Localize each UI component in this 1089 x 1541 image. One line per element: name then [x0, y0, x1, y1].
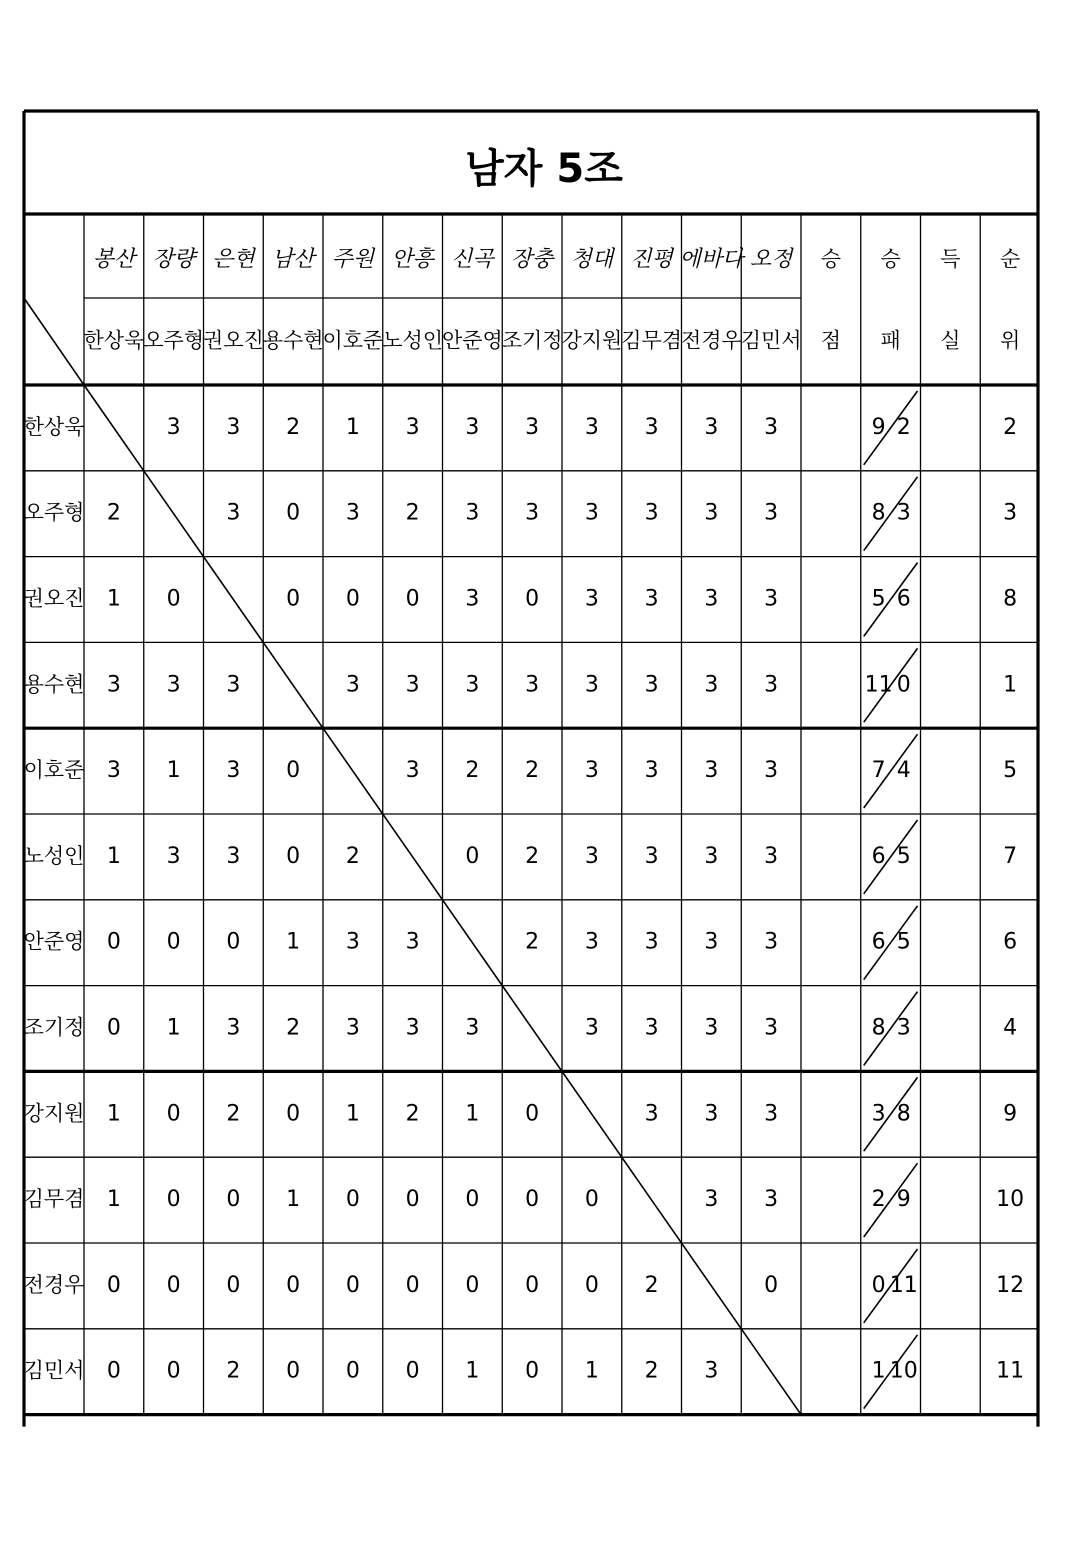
- match-score: 2: [525, 929, 540, 955]
- row-player-name: 권오진: [23, 586, 85, 611]
- match-score: 3: [465, 1015, 480, 1041]
- match-score: 3: [226, 758, 241, 784]
- match-score: 0: [345, 586, 360, 612]
- match-score: 1: [345, 414, 360, 440]
- match-score: 3: [465, 586, 480, 612]
- match-score: 2: [286, 414, 301, 440]
- club-header: 남산: [271, 247, 315, 272]
- match-score: 0: [106, 1358, 121, 1384]
- match-score: 3: [704, 758, 719, 784]
- match-score: 3: [584, 1015, 599, 1041]
- match-score: 1: [106, 843, 121, 869]
- match-score: 0: [286, 500, 301, 526]
- match-score: 0: [764, 1272, 779, 1298]
- match-score: 1: [465, 1101, 480, 1127]
- match-score: 0: [405, 586, 420, 612]
- wins-value: 1: [871, 1358, 886, 1384]
- match-score: 3: [764, 1015, 779, 1041]
- row-player-name: 이호준: [23, 758, 85, 783]
- match-score: 3: [704, 1101, 719, 1127]
- summary-header-bottom: 위: [999, 328, 1021, 353]
- club-header: 장충: [510, 247, 554, 272]
- match-score: 3: [644, 672, 659, 698]
- match-score: 3: [644, 758, 659, 784]
- match-score: 3: [584, 414, 599, 440]
- player-column-header: 조기정: [501, 328, 563, 353]
- match-score: 3: [405, 1015, 420, 1041]
- summary-header-bottom: 패: [880, 328, 901, 353]
- player-column-header: 김민서: [740, 328, 802, 353]
- summary-header-top: 승: [820, 247, 842, 271]
- player-column-header: 이호준: [322, 328, 384, 353]
- match-score: 0: [465, 1272, 480, 1298]
- match-score: 3: [764, 672, 779, 698]
- losses-value: 10: [889, 1358, 918, 1384]
- rank-value: 1: [1003, 672, 1018, 698]
- row-player-name: 김민서: [23, 1358, 85, 1383]
- summary-header-top: 득: [940, 247, 961, 271]
- match-score: 3: [704, 843, 719, 869]
- club-header: 주원: [331, 247, 375, 272]
- losses-value: 5: [896, 843, 911, 869]
- wins-value: 9: [871, 414, 886, 440]
- match-score: 3: [106, 672, 121, 698]
- match-score: 3: [584, 586, 599, 612]
- header-corner-diagonal: [24, 298, 84, 385]
- match-score: 0: [286, 586, 301, 612]
- row-player-name: 김무겸: [23, 1187, 85, 1212]
- player-column-header: 안준영: [441, 328, 503, 353]
- match-score: 0: [345, 1187, 360, 1213]
- match-score: 0: [525, 1101, 540, 1127]
- match-score: 2: [465, 758, 480, 784]
- rank-value: 3: [1003, 500, 1018, 526]
- match-score: 3: [704, 500, 719, 526]
- match-score: 0: [525, 586, 540, 612]
- match-score: 0: [525, 1358, 540, 1384]
- match-score: 0: [525, 1272, 540, 1298]
- wins-value: 5: [871, 586, 886, 612]
- player-column-header: 전경우: [680, 328, 742, 353]
- match-score: 1: [286, 1187, 301, 1213]
- match-score: 0: [405, 1358, 420, 1384]
- match-score: 3: [166, 843, 181, 869]
- match-score: 3: [764, 1101, 779, 1127]
- match-score: 0: [226, 1272, 241, 1298]
- match-score: 0: [286, 843, 301, 869]
- match-score: 0: [584, 1187, 599, 1213]
- match-score: 3: [584, 672, 599, 698]
- losses-value: 11: [889, 1272, 918, 1298]
- match-score: 1: [106, 1187, 121, 1213]
- match-score: 3: [465, 500, 480, 526]
- summary-header-top: 순: [999, 247, 1021, 271]
- row-player-name: 한상욱: [23, 414, 85, 439]
- wins-value: 7: [871, 758, 886, 784]
- match-score: 0: [226, 1187, 241, 1213]
- match-score: 0: [286, 1272, 301, 1298]
- wins-value: 2: [871, 1187, 886, 1213]
- match-score: 3: [405, 672, 420, 698]
- match-score: 3: [584, 843, 599, 869]
- match-score: 3: [584, 500, 599, 526]
- wins-value: 3: [871, 1101, 886, 1127]
- match-score: 1: [106, 586, 121, 612]
- rank-value: 10: [996, 1187, 1025, 1213]
- wins-value: 0: [871, 1272, 886, 1298]
- match-score: 3: [704, 672, 719, 698]
- match-score: 3: [465, 672, 480, 698]
- match-score: 3: [226, 414, 241, 440]
- match-score: 1: [166, 758, 181, 784]
- match-score: 3: [704, 1015, 719, 1041]
- club-header: 안흥: [391, 247, 434, 272]
- match-score: 1: [286, 929, 301, 955]
- match-score: 1: [465, 1358, 480, 1384]
- row-player-name: 전경우: [23, 1272, 85, 1297]
- match-score: 2: [644, 1272, 659, 1298]
- row-player-name: 강지원: [23, 1101, 85, 1126]
- match-score: 3: [764, 500, 779, 526]
- match-score: 3: [345, 1015, 360, 1041]
- match-score: 0: [286, 1101, 301, 1127]
- rank-value: 12: [996, 1272, 1025, 1298]
- match-score: 2: [405, 500, 420, 526]
- match-score: 3: [644, 929, 659, 955]
- rank-value: 9: [1003, 1101, 1018, 1127]
- match-score: 0: [166, 929, 181, 955]
- player-column-header: 강지원: [561, 328, 623, 353]
- match-score: 1: [345, 1101, 360, 1127]
- match-score: 0: [166, 1101, 181, 1127]
- match-score: 0: [345, 1272, 360, 1298]
- match-score: 3: [704, 1187, 719, 1213]
- match-score: 0: [345, 1358, 360, 1384]
- player-column-header: 권오진: [202, 328, 264, 353]
- club-header: 은현: [212, 247, 255, 272]
- match-score: 3: [465, 414, 480, 440]
- rank-value: 5: [1003, 758, 1018, 784]
- match-score: 0: [106, 1272, 121, 1298]
- match-score: 1: [106, 1101, 121, 1127]
- match-score: 3: [764, 586, 779, 612]
- losses-value: 9: [896, 1187, 911, 1213]
- match-score: 1: [584, 1358, 599, 1384]
- summary-header-bottom: 점: [820, 328, 842, 353]
- wins-value: 11: [864, 672, 893, 698]
- player-column-header: 용수현: [262, 328, 324, 353]
- match-score: 3: [764, 843, 779, 869]
- match-score: 2: [286, 1015, 301, 1041]
- match-score: 3: [644, 414, 659, 440]
- match-score: 3: [764, 929, 779, 955]
- match-score: 3: [345, 500, 360, 526]
- player-column-header: 노성인: [382, 328, 444, 353]
- match-score: 3: [166, 414, 181, 440]
- match-score: 3: [584, 929, 599, 955]
- match-score: 3: [226, 500, 241, 526]
- losses-value: 0: [896, 672, 911, 698]
- match-score: 3: [405, 929, 420, 955]
- match-score: 3: [226, 1015, 241, 1041]
- match-score: 3: [704, 1358, 719, 1384]
- match-score: 3: [644, 1015, 659, 1041]
- rank-value: 7: [1003, 843, 1018, 869]
- row-player-name: 조기정: [23, 1015, 85, 1040]
- wins-value: 8: [871, 500, 886, 526]
- match-score: 0: [166, 1272, 181, 1298]
- page-title: 남자 5조: [465, 146, 623, 192]
- losses-value: 6: [896, 586, 911, 612]
- match-score: 0: [405, 1272, 420, 1298]
- rank-value: 6: [1003, 929, 1018, 955]
- rank-value: 8: [1003, 586, 1018, 612]
- rank-value: 2: [1003, 414, 1018, 440]
- match-score: 1: [166, 1015, 181, 1041]
- summary-header-top: 승: [880, 247, 901, 271]
- match-score: 0: [286, 758, 301, 784]
- match-score: 3: [644, 1101, 659, 1127]
- match-score: 3: [704, 414, 719, 440]
- player-column-header: 오주형: [143, 328, 205, 353]
- match-score: 3: [644, 500, 659, 526]
- match-score: 0: [405, 1187, 420, 1213]
- wins-value: 6: [871, 843, 886, 869]
- match-score: 2: [226, 1358, 241, 1384]
- match-score: 3: [525, 672, 540, 698]
- match-score: 3: [106, 758, 121, 784]
- match-score: 2: [345, 843, 360, 869]
- match-score: 0: [166, 1187, 181, 1213]
- match-score: 3: [405, 758, 420, 784]
- match-score: 3: [525, 500, 540, 526]
- losses-value: 8: [896, 1101, 911, 1127]
- match-score: 2: [525, 843, 540, 869]
- club-header: 청대: [570, 247, 614, 272]
- club-header: 봉산: [92, 247, 136, 272]
- match-score: 0: [584, 1272, 599, 1298]
- losses-value: 3: [896, 500, 911, 526]
- match-score: 3: [584, 758, 599, 784]
- match-score: 0: [106, 929, 121, 955]
- match-score: 2: [226, 1101, 241, 1127]
- losses-value: 5: [896, 929, 911, 955]
- match-score: 0: [286, 1358, 301, 1384]
- match-score: 2: [106, 500, 121, 526]
- wins-value: 8: [871, 1015, 886, 1041]
- match-score: 3: [764, 1187, 779, 1213]
- rank-value: 11: [996, 1358, 1025, 1384]
- table-header: [83, 247, 1020, 353]
- row-player-name: 노성인: [23, 843, 85, 868]
- match-score: 3: [704, 586, 719, 612]
- losses-value: 4: [896, 758, 911, 784]
- match-score: 3: [345, 929, 360, 955]
- club-header: 에바다: [679, 247, 744, 272]
- match-score: 2: [405, 1101, 420, 1127]
- wins-value: 6: [871, 929, 886, 955]
- match-score: 3: [644, 586, 659, 612]
- match-score: 0: [465, 843, 480, 869]
- match-score: 3: [226, 672, 241, 698]
- club-header: 신곡: [451, 247, 494, 272]
- match-score: 3: [764, 758, 779, 784]
- player-column-header: 한상욱: [83, 328, 145, 353]
- match-score: 3: [764, 414, 779, 440]
- club-header: 장량: [152, 247, 195, 272]
- match-score: 0: [106, 1015, 121, 1041]
- row-player-name: 용수현: [23, 672, 85, 697]
- player-column-header: 김무겸: [621, 328, 683, 353]
- match-score: 0: [166, 1358, 181, 1384]
- match-score: 3: [525, 414, 540, 440]
- match-score: 3: [226, 843, 241, 869]
- match-score: 0: [166, 586, 181, 612]
- losses-value: 2: [896, 414, 911, 440]
- match-score: 0: [525, 1187, 540, 1213]
- match-score: 0: [226, 929, 241, 955]
- rank-value: 4: [1003, 1015, 1018, 1041]
- match-score: 2: [525, 758, 540, 784]
- match-score: 2: [644, 1358, 659, 1384]
- losses-value: 3: [896, 1015, 911, 1041]
- row-player-name: 안준영: [23, 929, 85, 954]
- match-score: 3: [405, 414, 420, 440]
- match-score: 3: [166, 672, 181, 698]
- club-header: 오정: [749, 247, 793, 272]
- summary-header-bottom: 실: [940, 328, 961, 353]
- club-header: 진평: [630, 247, 673, 272]
- match-score: 3: [704, 929, 719, 955]
- match-score: 3: [345, 672, 360, 698]
- row-player-name: 오주형: [23, 500, 85, 525]
- match-score: 0: [465, 1187, 480, 1213]
- match-score: 3: [644, 843, 659, 869]
